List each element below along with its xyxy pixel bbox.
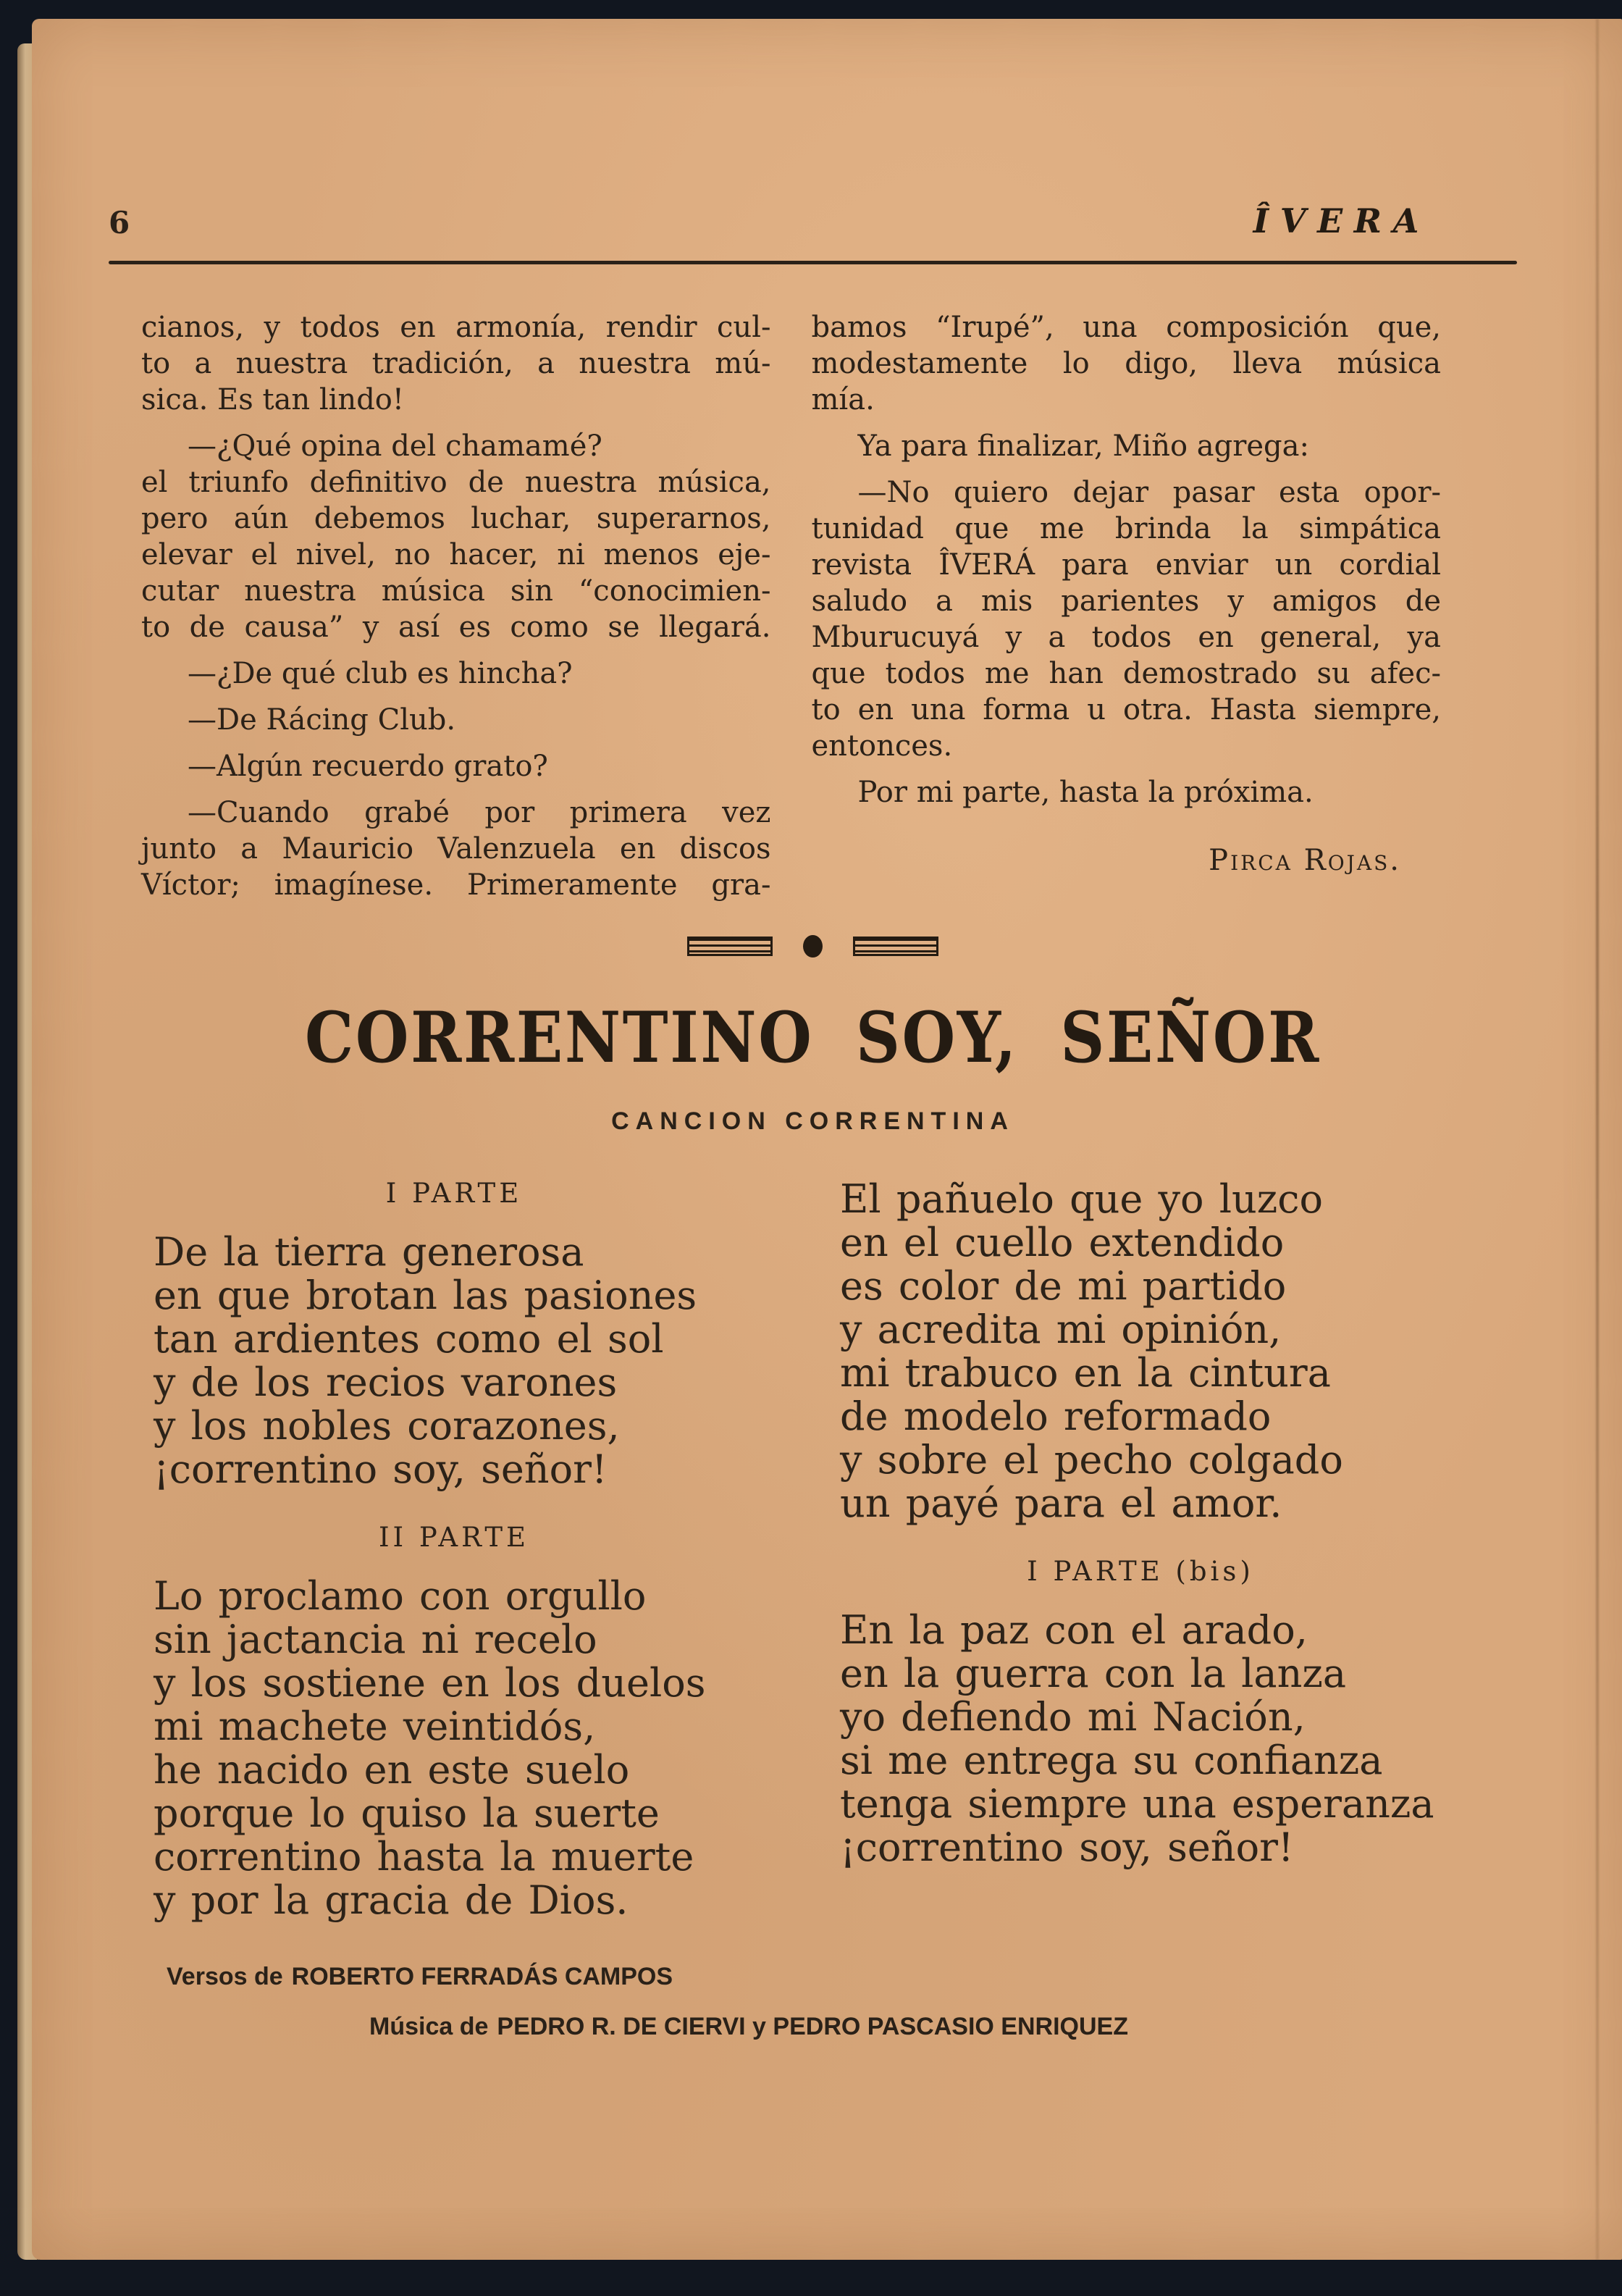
page-header [109, 19, 1517, 240]
part-label: I PARTE [385, 1178, 523, 1209]
interview-line: entonces. [811, 729, 953, 763]
verse-line: correntino hasta la muerte [154, 1834, 694, 1880]
verse-line: un payé para el amor. [840, 1480, 1282, 1526]
verse-line: Lo proclamo con orgullo [154, 1573, 647, 1619]
verse-line: ¡correntino soy, señor! [840, 1824, 1294, 1870]
verse-columns [109, 1178, 1517, 1922]
interview-left-column [141, 309, 771, 903]
interview-line: Ya para finalizar, Miño agrega: [857, 430, 1309, 463]
author-signature: Pirca Rojas. [1209, 844, 1401, 877]
verse-line: El pañuelo que yo luzco [840, 1176, 1323, 1222]
page-crease [1596, 19, 1599, 2260]
divider-bar-icon [853, 937, 938, 956]
verse-line: mi machete veintidós, [154, 1704, 596, 1749]
music-credit [369, 2013, 1517, 2041]
interview-line: to a nuestra tradición, a nuestra mú- [141, 347, 771, 380]
interview-line: Por mi parte, hasta la próxima. [857, 776, 1314, 809]
interview-line: —De Rácing Club. [188, 703, 456, 737]
verse-line: y acredita mi opinión, [840, 1307, 1282, 1352]
verse-line: si me entrega su confianza [840, 1738, 1383, 1783]
interview-line: bamos “Irupé”, una composición que, [811, 311, 1441, 344]
verse-left-column [154, 1178, 755, 1922]
divider-dot-icon [803, 935, 823, 958]
page-number: 6 [109, 205, 130, 240]
verses-credit [167, 1963, 1517, 1991]
verse-line: y sobre el pecho colgado [840, 1437, 1343, 1483]
interview-line: saludo a mis parientes y amigos de [811, 585, 1441, 618]
interview-line: to de causa” y así es como se llegará. [141, 611, 771, 644]
verse-line: porque lo quiso la suerte [154, 1790, 660, 1836]
interview-line: el triunfo definitivo de nuestra música, [141, 466, 771, 499]
verse-line: De la tierra generosa [154, 1229, 584, 1275]
verse-line: he nacido en este suelo [154, 1747, 630, 1793]
interview-line: —¿De qué club es hincha? [188, 657, 573, 690]
interview-line: modestamente lo digo, lleva música [811, 347, 1441, 380]
interview-line: —Algún recuerdo grato? [188, 750, 548, 783]
interview-line: cianos, y todos en armonía, rendir cul- [141, 311, 771, 344]
interview-line: revista ÎVERÁ para enviar un cordial [811, 548, 1441, 582]
verse-line: y los nobles corazones, [154, 1403, 620, 1449]
interview-right-column [812, 309, 1442, 903]
interview-line: pero aún debemos luchar, superarnos, [141, 502, 771, 535]
interview-line: —No quiero dejar pasar esta opor- [857, 476, 1441, 509]
part-label: II PARTE [378, 1522, 530, 1553]
music-credit-name: PEDRO R. DE CIERVI y PEDRO PASCASIO ENRIQUEZ [497, 2013, 1128, 2040]
verse-line: tenga siempre una esperanza [840, 1781, 1434, 1827]
header-rule [109, 261, 1517, 264]
interview-line: elevar el nivel, no hacer, ni menos eje- [141, 538, 771, 571]
divider-bar-icon [687, 937, 773, 956]
interview-line: Víctor; imagínese. Primeramente gra- [141, 868, 771, 902]
verse-line: y de los recios varones [154, 1359, 618, 1405]
part-label: I PARTE (bis) [1027, 1556, 1254, 1587]
interview-line: —Cuando grabé por primera vez [188, 796, 771, 829]
interview-line: sica. Es tan lindo! [141, 383, 404, 416]
interview-line: to en una forma u otra. Hasta siempre, [811, 693, 1441, 726]
song-title: CORRENTINO SOY, SEÑOR [305, 997, 1321, 1078]
verse-line: mi trabuco en la cintura [840, 1350, 1331, 1396]
verse-right-column [840, 1178, 1441, 1922]
interview-columns [109, 309, 1517, 903]
verse-line: y por la gracia de Dios. [154, 1877, 629, 1923]
interview-line: cutar nuestra música sin “conocimien- [141, 574, 771, 608]
verse-line: tan ardientes como el sol [154, 1316, 664, 1362]
interview-line: —¿Qué opina del chamamé? [188, 430, 602, 463]
verse-line: ¡correntino soy, señor! [154, 1446, 608, 1492]
masthead-title: ÎVERA [1253, 201, 1430, 240]
magazine-page [32, 19, 1622, 2260]
verses-credit-prefix: Versos de [167, 1963, 283, 1990]
verse-line: en el cuello extendido [840, 1220, 1285, 1265]
song-credits [109, 1963, 1517, 2041]
verse-line: en la guerra con la lanza [840, 1651, 1347, 1696]
interview-line: mía. [811, 383, 875, 416]
page-content [109, 19, 1517, 2041]
verses-credit-name: ROBERTO FERRADÁS CAMPOS [291, 1963, 673, 1990]
interview-line: tunidad que me brinda la simpática [811, 512, 1441, 545]
interview-line: junto a Mauricio Valenzuela en discos [141, 832, 771, 866]
verse-line: y los sostiene en los duelos [154, 1660, 706, 1706]
divider-ornament [687, 935, 938, 958]
verse-line: yo defiendo mi Nación, [840, 1694, 1306, 1740]
music-credit-prefix: Música de [369, 2013, 489, 2040]
verse-line: de modelo reformado [840, 1394, 1272, 1439]
interview-line: que todos me han demostrado su afec- [811, 657, 1441, 690]
verse-line: sin jactancia ni recelo [154, 1617, 597, 1662]
verse-line: es color de mi partido [840, 1263, 1287, 1309]
verse-line: En la paz con el arado, [840, 1607, 1308, 1653]
song-subtitle: CANCION CORRENTINA [611, 1107, 1014, 1135]
verse-line: en que brotan las pasiones [154, 1273, 697, 1318]
interview-line: Mburucuyá y a todos en general, ya [811, 621, 1441, 654]
